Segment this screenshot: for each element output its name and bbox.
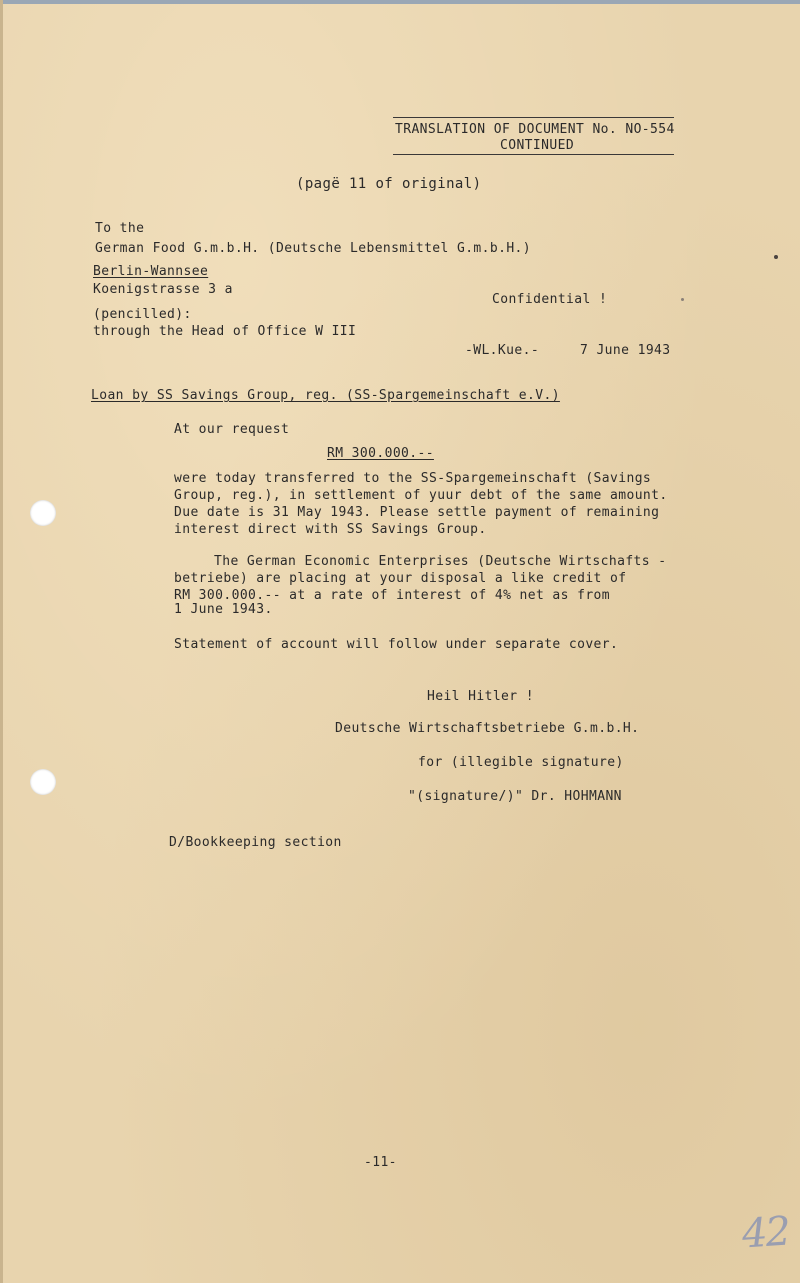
ink-speck [774,255,778,259]
scan-top-edge [0,0,800,4]
confidential-label: Confidential ! [492,292,608,307]
pencilled-note-text: through the Head of Office W III [93,324,357,339]
closing-salutation: Heil Hitler ! [427,689,534,704]
paragraph-2-line-4: 1 June 1943. [174,602,273,617]
letter-date: 7 June 1943 [580,343,671,358]
paragraph-1-line-2: Group, reg.), in settlement of yuur debt of the same amount. [174,488,668,503]
closing-company: Deutsche Wirtschaftsbetriebe G.m.b.H. [335,721,640,736]
paragraph-1-line-4: interest direct with SS Savings Group. [174,522,487,537]
ink-speck [681,298,684,301]
paragraph-1-line-1: were today transferred to the SS-Spargemeinschaft (Savings [174,471,652,486]
header-bottom-rule [393,154,674,155]
loan-amount: RM 300.000.-- [327,446,434,461]
punch-hole-lower [30,769,56,795]
scan-left-edge [0,0,3,1283]
header-top-rule [393,117,674,118]
distribution-note: D/Bookkeeping section [169,835,342,850]
page-number: -11- [364,1155,397,1170]
pencilled-note-label: (pencilled): [93,307,192,322]
address-line-to: To the [95,221,145,236]
address-street: Koenigstrasse 3 a [93,282,233,297]
handwritten-folio-number: 42 [740,1208,791,1258]
punch-hole-upper [30,500,56,526]
original-page-note: (pagë 11 of original) [296,176,482,192]
paragraph-2-line-2: betriebe) are placing at your disposal a like credit of [174,571,627,586]
statement-line: Statement of account will follow under separate cover. [174,637,619,652]
address-city: Berlin-Wannsee [93,264,209,279]
continued-label: CONTINUED [500,138,575,153]
subject-line: Loan by SS Savings Group, reg. (SS-Spargemeinschaft e.V.) [91,388,560,403]
body-request: At our request [174,422,290,437]
paragraph-2-line-3: RM 300.000.-- at a rate of interest of 4% net as from [174,588,611,603]
closing-for-line: for (illegible signature) [418,755,624,770]
reference-code: -WL.Kue.- [465,343,540,358]
paragraph-2-line-1: The German Economic Enterprises (Deutsche Wirtschafts - [214,554,667,569]
paragraph-1-line-3: Due date is 31 May 1943. Please settle payment of remaining [174,505,660,520]
closing-signature: "(signature/)" Dr. HOHMANN [408,789,622,804]
translation-heading: TRANSLATION OF DOCUMENT No. NO-554 [395,122,675,137]
address-recipient: German Food G.m.b.H. (Deutsche Lebensmittel G.m.b.H.) [95,241,532,256]
